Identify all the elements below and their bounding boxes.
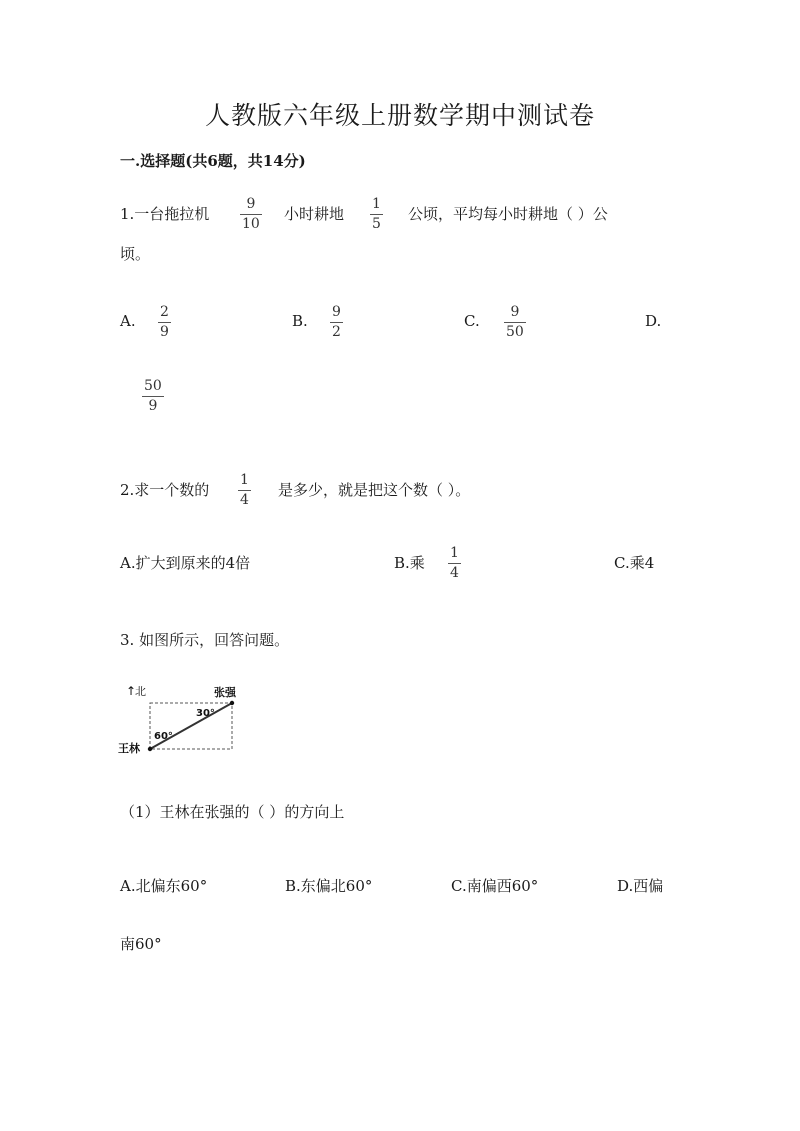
q1-option-a-label[interactable]: A.	[120, 312, 136, 330]
q1-option-a-denominator: 9	[160, 324, 169, 340]
q1-fraction-1-5	[370, 196, 383, 233]
q1-option-d-label[interactable]: D.	[645, 312, 662, 330]
q1-text-part2: 小时耕地	[284, 205, 345, 223]
q1-option-a-numerator: 2	[160, 304, 169, 320]
q1-text-part3: 公顷，平均每小时耕地（ ）公	[408, 205, 608, 223]
q1-fraction-9-10	[240, 196, 262, 233]
q3-option-d[interactable]: D.西偏	[617, 877, 664, 895]
q2-option-b-fraction[interactable]	[448, 545, 461, 582]
q2-option-b-numerator: 1	[450, 545, 459, 561]
q2-frac-numerator: 1	[240, 472, 249, 488]
section-heading: 一.选择题(共6题，共14分)	[120, 152, 306, 170]
angle-30-label: 30°	[196, 708, 215, 719]
q1-text-part4: 顷。	[120, 245, 151, 263]
q1-frac2-denominator: 5	[372, 216, 381, 232]
fraction-bar	[448, 563, 461, 564]
wang-lin-point	[148, 747, 152, 751]
q2-text-part2: 是多少，就是把这个数（ ）。	[278, 481, 471, 499]
q2-frac-denominator: 4	[240, 492, 249, 508]
zhang-qiang-point	[230, 701, 234, 705]
q1-option-b-label[interactable]: B.	[292, 312, 308, 330]
q1-frac2-numerator: 1	[372, 196, 381, 212]
q3-option-c[interactable]: C.南偏西60°	[451, 877, 539, 895]
q1-option-b-numerator: 9	[332, 304, 341, 320]
page-title: 人教版六年级上册数学期中测试卷	[204, 101, 595, 130]
angle-60-label: 60°	[154, 731, 173, 742]
q1-option-a-fraction[interactable]	[158, 304, 171, 341]
q1-frac1-denominator: 10	[242, 216, 260, 232]
q3-stem: 3. 如图所示，回答问题。	[120, 631, 290, 649]
q3-sub1-text: （1）王林在张强的（ ）的方向上	[120, 803, 345, 821]
fraction-bar	[330, 322, 343, 323]
q2-option-b-label[interactable]: B.乘	[394, 554, 425, 572]
q2-option-a[interactable]: A.扩大到原来的4倍	[120, 554, 251, 572]
q2-text-part1: 2.求一个数的	[120, 481, 210, 499]
q1-option-c-fraction[interactable]	[504, 304, 526, 341]
q1-option-d-denominator: 9	[148, 398, 158, 414]
q1-option-c-numerator: 9	[510, 304, 520, 320]
q1-text-part1: 1.一台拖拉机	[120, 205, 210, 223]
q3-option-b[interactable]: B.东偏北60°	[285, 877, 373, 895]
q1-option-b-fraction[interactable]	[330, 304, 343, 341]
q2-fraction-1-4	[238, 472, 251, 509]
q1-frac1-numerator: 9	[246, 196, 256, 212]
fraction-bar	[370, 214, 383, 215]
direction-diagram	[118, 680, 248, 760]
fraction-bar	[142, 396, 164, 397]
q1-option-c-denominator: 50	[506, 324, 524, 340]
q3-option-a[interactable]: A.北偏东60°	[120, 877, 208, 895]
fraction-bar	[240, 214, 262, 215]
north-arrow-icon: ↑	[126, 684, 137, 698]
zhang-qiang-label: 张强	[214, 686, 236, 699]
q1-option-d-fraction[interactable]	[142, 378, 164, 415]
q1-option-d-numerator: 50	[144, 378, 162, 394]
north-label: 北	[135, 685, 146, 698]
fraction-bar	[504, 322, 526, 323]
connecting-line	[150, 703, 232, 749]
q1-option-c-label[interactable]: C.	[464, 312, 480, 330]
q3-option-d-wrap[interactable]: 南60°	[120, 935, 162, 953]
q1-option-b-denominator: 2	[332, 324, 341, 340]
q2-option-c[interactable]: C.乘4	[614, 554, 655, 572]
fraction-bar	[238, 490, 251, 491]
fraction-bar	[158, 322, 171, 323]
wang-lin-label: 王林	[118, 742, 140, 755]
q2-option-b-denominator: 4	[450, 565, 459, 581]
